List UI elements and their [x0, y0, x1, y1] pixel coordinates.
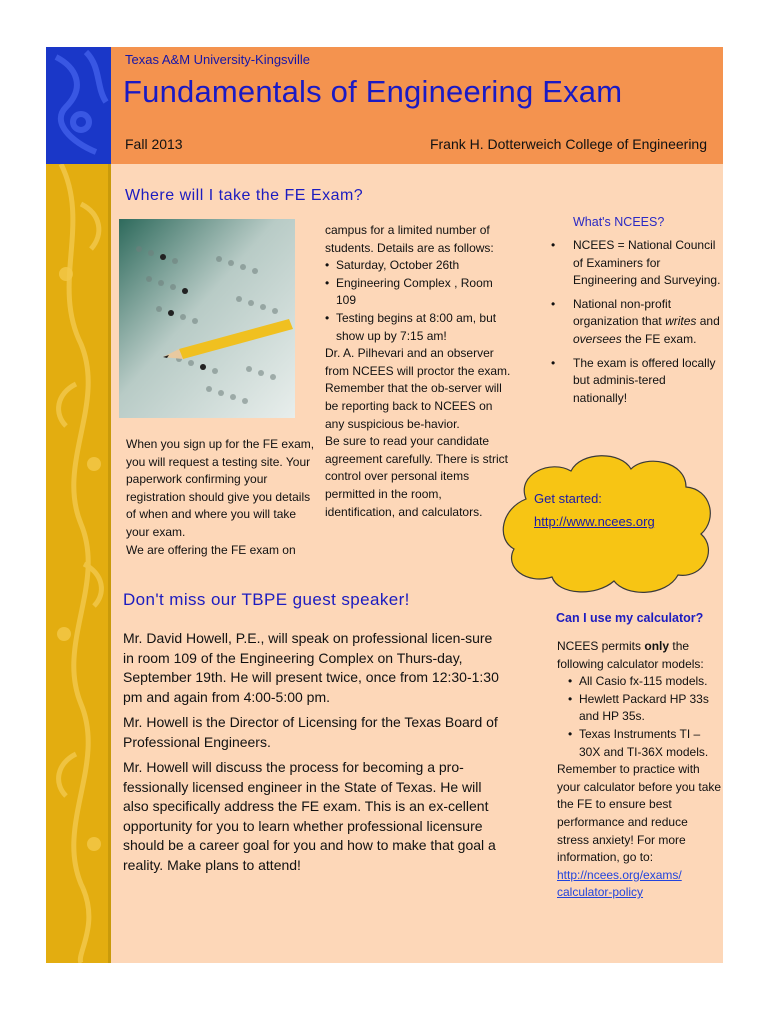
proctor-paragraph: Dr. A. Pilhevari and an observer from NCEES will proctor the exam. Remember that the ob-server will be reporting back to NCEES on any suspicious be-havior. — [325, 346, 511, 431]
tbpe-heading: Don't miss our TBPE guest speaker! — [123, 590, 410, 609]
ncees-list — [573, 237, 723, 407]
tbpe-article — [123, 629, 503, 881]
calculator-models-list — [557, 673, 722, 761]
list-item: • All Casio fx-115 models. — [579, 673, 722, 691]
where-intro: campus for a limited number of students. Details are as follows: — [325, 223, 494, 255]
newsletter-page — [46, 47, 723, 963]
calculator-outro: Remember to practice with your calculator before you take the FE to ensure best performance and reduce stress anxiety! For more information, go to: — [557, 762, 722, 865]
list-item — [573, 296, 723, 349]
tbpe-paragraph-3: Mr. Howell will discuss the process for becoming a pro-fessionally licensed engineer in the State of Texas. He will also specifically address the FE exam. This is an ex-cellent opportunity for you to learn whether professional licensure should be a career goal for you and how to make that goal a reality. Make plans to attend! — [123, 759, 496, 873]
calculator-policy-link-2[interactable]: calculator-policy — [557, 885, 644, 900]
list-item: • NCEES = National Council of Examiners for Engineering and Surveying. — [573, 237, 723, 290]
get-started-label: Get started: — [534, 491, 602, 506]
list-item: • Saturday, October 26th — [336, 257, 515, 275]
floral-vine-icon — [46, 164, 111, 963]
ncees-heading: What's NCEES? — [573, 215, 665, 229]
ncees-writes: writes — [665, 314, 697, 329]
tbpe-paragraph-2: Mr. Howell is the Director of Licensing for the Texas Board of Professional Engineers. — [123, 714, 498, 750]
calculator-info — [557, 638, 722, 902]
list-item: • Hewlett Packard HP 33s and HP 35s. — [579, 691, 722, 726]
where-text-2: We are offering the FE exam on — [126, 542, 296, 557]
calc-only: only — [644, 639, 670, 653]
list-item: • Texas Instruments TI – 30X and TI-36X models. — [579, 726, 722, 761]
side-decoration-blue — [46, 47, 111, 164]
side-decoration-gold — [46, 164, 111, 963]
calculator-intro — [557, 638, 722, 673]
ncees-link[interactable]: http://www.ncees.org — [534, 514, 655, 529]
floral-pattern-icon — [46, 47, 111, 164]
exam-sheet-photo — [119, 219, 295, 418]
exam-details-list — [325, 257, 515, 345]
college-name: Frank H. Dotterweich College of Engineering — [429, 136, 707, 152]
where-heading: Where will I take the FE Exam? — [125, 187, 364, 204]
ncees-item2-a: National non-profit organization that — [573, 296, 672, 329]
list-item: • The exam is offered locally but adminis-tered nationally! — [573, 355, 723, 408]
answer-sheet-pencil-icon — [119, 219, 295, 418]
calculator-policy-link-1[interactable]: http://ncees.org/exams/ — [557, 867, 682, 882]
ncees-info — [573, 237, 723, 413]
page-title: Fundamentals of Engineering Exam — [123, 74, 623, 109]
get-started-callout — [534, 487, 655, 533]
calculator-heading: Can I use my calculator? — [556, 611, 704, 625]
calc-intro-a: NCEES permits — [557, 639, 645, 653]
where-column-1 — [126, 436, 316, 559]
where-column-2 — [325, 222, 515, 521]
ncees-and: and — [696, 314, 720, 329]
where-text-1: When you sign up for the FE exam, you will request a testing site. Your paperwork confirming your registration should give you details of when and where you will take your exam. — [126, 437, 315, 539]
tbpe-paragraph-1: Mr. David Howell, P.E., will speak on professional licen-sure in room 109 of the Engineering Complex on Thurs-day, September 19th. He will present twice, once from 12:30-1:30 pm and again from 4:00-5:00 pm. — [123, 630, 499, 705]
newsletter-header — [111, 47, 723, 164]
agreement-paragraph: Be sure to read your candidate agreement carefully. There is strict control over personal items permitted in the room, identification, and calculators. — [325, 434, 508, 519]
ncees-item2-b: the FE exam. — [621, 331, 697, 346]
university-name: Texas A&M University-Kingsville — [125, 52, 310, 67]
issue-season: Fall 2013 — [125, 136, 183, 152]
list-item: • Testing begins at 8:00 am, but show up by 7:15 am! — [336, 310, 515, 345]
calc-intro-b: the following calculator models: — [557, 639, 704, 671]
ncees-oversees: oversees — [573, 331, 622, 346]
list-item: • Engineering Complex , Room 109 — [336, 275, 515, 310]
